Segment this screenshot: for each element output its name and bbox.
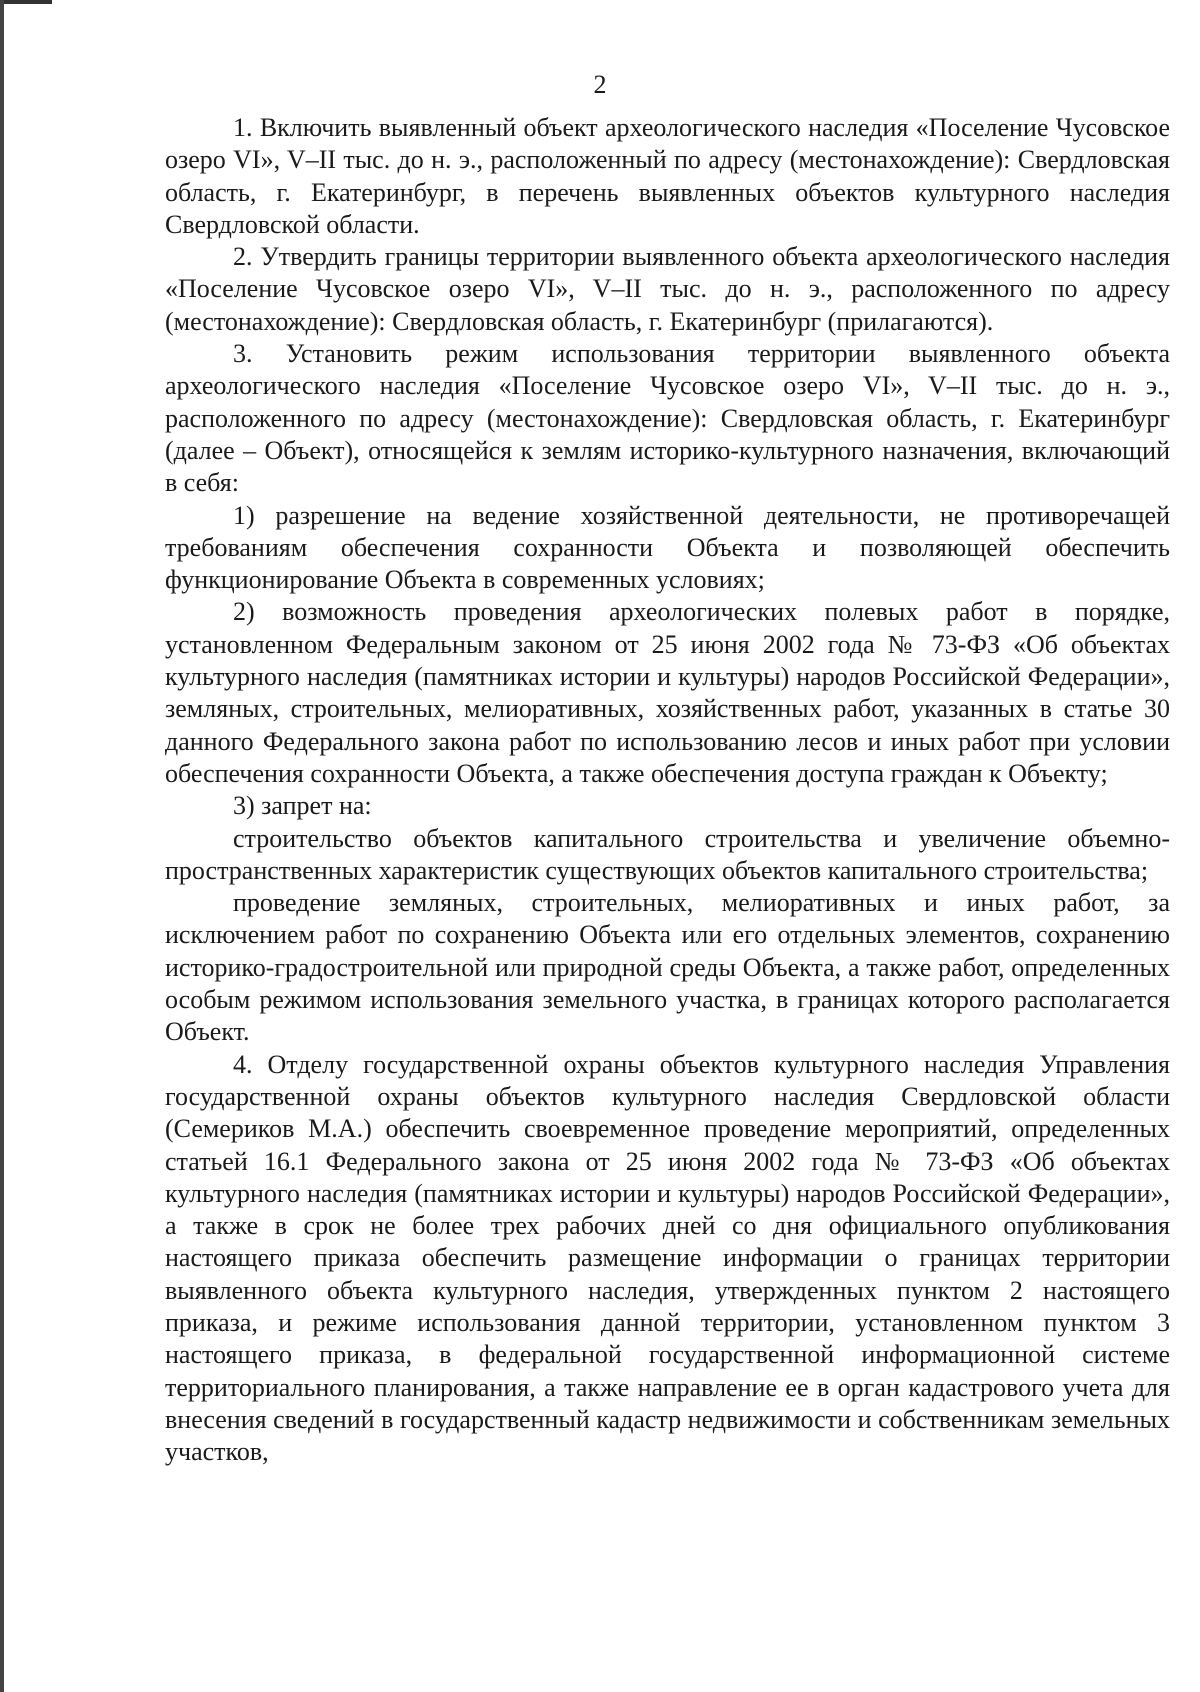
paragraph-subitem-1: 1) разрешение на ведение хозяйственной деятельности, не противоречащей требованиям обеспечения сохранности Объекта и позволяющей обеспечить функционирование Объекта в современных условиях; <box>165 500 1170 595</box>
paragraph-subitem-3: 3) запрет на: <box>233 791 372 821</box>
scan-edge-left <box>0 0 4 1692</box>
scan-edge-top <box>0 0 52 4</box>
paragraph-item-3: 3. Установить режим использования территории выявленного объекта археологического наследия «Поселение Чусовское озеро VI», V–II тыс. до н. э., расположенного по адресу (местонахождение): Свердловская область, г. Екатеринбург (далее – Объект), относящейся к землям историко-культурного назначения, включающий в себя: <box>165 339 1170 498</box>
paragraph-item-1: 1. Включить выявленный объект археологического наследия «Поселение Чусовское озеро VI», V–II тыс. до н. э., расположенный по адресу (местонахождение): Свердловская область, г. Екатеринбург, в перечень выявленных объектов культурного наследия Свердловской области. <box>165 113 1170 239</box>
paragraph-prohibition-1: строительство объектов капитального строительства и увеличение объемно-пространственных характеристик существующих объектов капитального строительства; <box>165 823 1170 885</box>
paragraph-prohibition-2: проведение земляных, строительных, мелиоративных и иных работ, за исключением работ по сохранению Объекта или его отдельных элементов, сохранению историко-градостроительной или природной среды Объекта, а также работ, определенных особым режимом использования земельного участка, в границах которого располагается Объект. <box>165 888 1170 1047</box>
paragraph-item-4: 4. Отделу государственной охраны объектов культурного наследия Управления государственной охраны объектов культурного наследия Свердловской области (Семериков М.А.) обеспечить своевременное проведение мероприятий, определенных статьей 16.1 Федерального закона от 25 июня 2002 года № 73-ФЗ «Об объектах культурного наследия (памятниках истории и культуры) народов Российской Федерации», а также в срок не более трех рабочих дней со дня официального опубликования настоящего приказа обеспечить размещение информации о границах территории выявленного объекта культурного наследия, утвержденных пунктом 2 настоящего приказа, и режиме использования данной территории, установленном пунктом 3 настоящего приказа, в федеральной государственной информационной системе территориального планирования, а также направление ее в орган кадастрового учета для внесения сведений в государственный кадастр недвижимости и собственникам земельных участков, <box>165 1049 1170 1467</box>
paragraph-subitem-2: 2) возможность проведения археологических полевых работ в порядке, установленном Федеральным законом от 25 июня 2002 года № 73-ФЗ «Об объектах культурного наследия (памятниках истории и культуры) народов Российской Федерации», земляных, строительных, мелиоративных, хозяйственных работ, указанных в статье 30 данного Федерального закона работ по использованию лесов и иных работ при условии обеспечения сохранности Объекта, а также обеспечения доступа граждан к Объекту; <box>165 597 1170 788</box>
paragraph-item-2: 2. Утвердить границы территории выявленного объекта археологического наследия «Поселение Чусовское озеро VI», V–II тыс. до н. э., расположенного по адресу (местонахождение): Свердловская область, г. Екатеринбург (прилагаются). <box>165 242 1170 336</box>
document-body <box>165 112 1170 1468</box>
page-number: 2 <box>593 70 607 99</box>
